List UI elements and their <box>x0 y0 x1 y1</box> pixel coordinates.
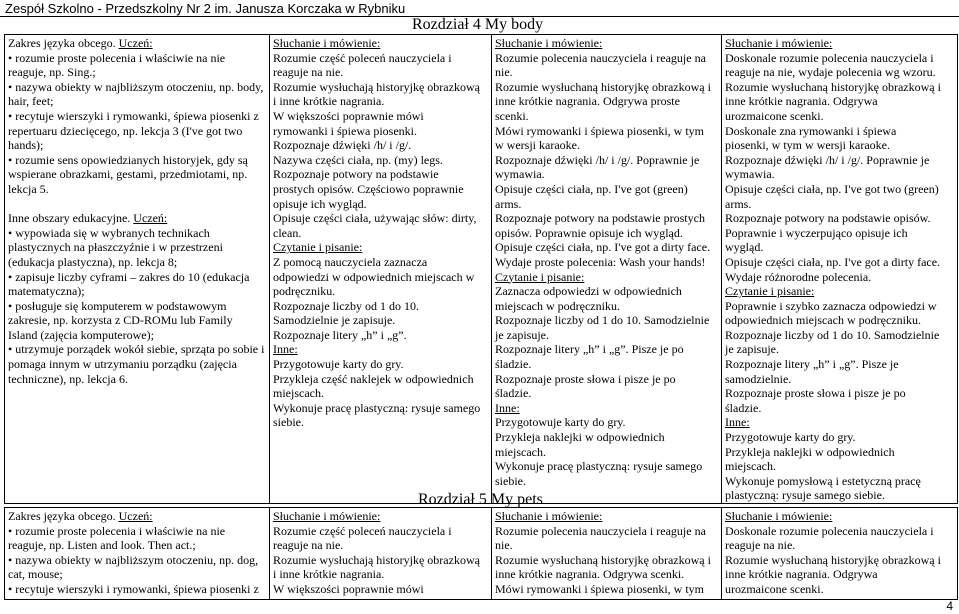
text-run: • nazywa obiekty w najbliższym otoczeniu, np. body, <box>8 79 264 94</box>
text-line <box>8 538 266 553</box>
text-run: urozmaicone scenki. <box>725 581 824 596</box>
text-run: Rozumie wysłuchaną historyjkę obrazkową i <box>495 79 711 94</box>
text-run: Rozpoznaje liczby od 1 do 10. Samodzielnie <box>725 327 940 342</box>
text-line <box>495 167 718 182</box>
text-line <box>273 153 488 168</box>
text-run: inne krótkie nagrania. Odgrywa proste <box>495 94 680 109</box>
text-run: miejscach. <box>495 444 546 459</box>
text-run: Zaznacza odpowiedzi w odpowiednich <box>495 284 682 299</box>
cell-grade-basic <box>270 508 492 600</box>
text-line <box>495 342 718 357</box>
text-line <box>8 524 266 539</box>
text-run: Rozumie wysłuchaną historyjkę obrazkową i <box>495 552 711 567</box>
underlined-label: Uczeń: <box>118 36 153 50</box>
text-line <box>273 226 488 241</box>
text-line <box>8 553 266 568</box>
text-line <box>495 138 718 153</box>
text-line <box>273 328 488 343</box>
text-line <box>8 372 266 387</box>
subheading: Słuchanie i mówienie: <box>273 36 381 50</box>
text-line <box>8 94 266 109</box>
text-run: Rozpoznaje potwory na podstawie <box>273 167 439 182</box>
subheading: Słuchanie i mówienie: <box>273 509 381 523</box>
text-line <box>8 167 266 182</box>
text-run: • wypowiada się w wybranych technikach <box>8 225 210 240</box>
text-line <box>273 94 488 109</box>
text-line <box>8 284 266 299</box>
text-run: opisów. Poprawnie opisuje ich wygląd. <box>495 225 683 240</box>
text-run: repertuaru dziecięcego, np. lekcja 3 (I've got two <box>8 123 243 138</box>
text-run: je zapisuje. <box>495 327 549 342</box>
text-line <box>8 211 266 226</box>
text-line <box>495 445 718 460</box>
text-run: Nazywa części ciała, np. (my) legs. <box>273 152 443 167</box>
text-run: rymowanki i śpiewa piosenki. <box>273 123 417 138</box>
text-run: reaguje na nie, wydaje polecenia wg wzoru. <box>725 65 936 80</box>
text-line <box>273 538 488 553</box>
subheading: Słuchanie i mówienie: <box>495 36 603 50</box>
text-run: Inne obszary edukacyjne. <box>8 211 134 226</box>
text-run: zakresie, np. korzysta z CD-ROMu lub Family <box>8 313 233 328</box>
text-run: Rozpoznaje proste słowa i pisze je po <box>495 371 676 386</box>
text-run: je zapisuje. <box>725 342 779 357</box>
text-run: wspierane obrazkami, gestami, przedmiotami, np. <box>8 167 248 182</box>
chapter-5-table <box>4 507 958 600</box>
text-line <box>273 372 488 387</box>
text-line <box>725 299 954 314</box>
text-run: siebie. <box>273 415 304 430</box>
text-run: Rozpoznaje liczby od 1 do 10. Samodzielnie <box>495 313 710 328</box>
text-line <box>273 524 488 539</box>
subheading: Czytanie i pisanie: <box>495 269 585 284</box>
text-line <box>273 299 488 314</box>
text-line <box>273 553 488 568</box>
text-run: Rozumie część poleceń nauczyciela i <box>273 523 452 538</box>
text-run: reaguje, np. Sing.; <box>8 65 96 80</box>
text-run: Opisuje części ciała, używając słów: dirty, <box>273 211 477 226</box>
text-run: Doskonale rozumie polecenia nauczyciela i <box>725 50 934 65</box>
subheading: Inne: <box>273 342 298 357</box>
text-line <box>273 182 488 197</box>
cell-grade-excellent <box>722 508 958 600</box>
text-run: • utrzymuje porządek wokół siebie, sprząta po sobie i <box>8 342 265 357</box>
text-run: scenki. <box>495 108 529 123</box>
text-run: • rozumie proste polecenia i właściwie na nie <box>8 50 226 65</box>
text-run: siebie. <box>495 473 526 488</box>
text-run: w wersji karaoke. <box>495 138 580 153</box>
text-line <box>273 65 488 80</box>
section-title-chapter-5: Rozdział 5 My pets <box>418 491 543 508</box>
text-run: arms. <box>495 196 522 211</box>
text-line <box>725 524 954 539</box>
text-run: Rozpoznaje litery „h” i „g”. <box>273 327 407 342</box>
text-line <box>495 582 718 597</box>
text-line <box>725 582 954 597</box>
text-line <box>8 582 266 597</box>
text-line <box>273 80 488 95</box>
text-run: urozmaicone scenki. <box>725 108 824 123</box>
text-run: Rozumie część poleceń nauczyciela i <box>273 50 452 65</box>
text-line <box>8 255 266 270</box>
text-line <box>273 197 488 212</box>
text-run: (edukacja plastyczna), np. lekcja 8; <box>8 254 178 269</box>
page-number: 4 <box>946 599 953 613</box>
text-line <box>8 51 266 66</box>
text-line <box>725 386 954 401</box>
text-run: Doskonale rozumie polecenia nauczyciela i <box>725 523 934 538</box>
text-run: reaguje, np. Listen and look. Then act.; <box>8 538 196 553</box>
text-line <box>495 109 718 124</box>
text-line <box>725 94 954 109</box>
text-run: Przykleja naklejki w odpowiednich <box>725 444 895 459</box>
text-run: Poprawnie i wyczerpująco opisuje ich <box>725 225 908 240</box>
text-line <box>8 240 266 255</box>
text-run: inne krótkie nagrania. Odgrywa <box>725 94 878 109</box>
text-run: miejscach. <box>725 459 776 474</box>
text-run: Rozpoznaje litery „h” i „g”. Pisze je po <box>495 342 684 357</box>
text-line <box>273 51 488 66</box>
text-run: Rozumie polecenia nauczyciela i reaguje na <box>495 50 706 65</box>
text-line <box>725 445 954 460</box>
text-run: W większości poprawnie mówi <box>273 581 424 596</box>
text-run: Rozpoznaje dźwięki /h/ i /g/. Poprawnie je <box>725 152 930 167</box>
text-line <box>273 284 488 299</box>
text-line <box>8 342 266 357</box>
text-line <box>725 51 954 66</box>
text-run: opisuje ich wygląd. <box>273 196 367 211</box>
cell-requirements <box>5 508 270 600</box>
text-run: Rozumie wysłuchają historyjkę obrazkową <box>273 552 480 567</box>
cell-grade-excellent <box>722 35 958 504</box>
text-run: Island (zajęcia komputerowe); <box>8 327 154 342</box>
text-line <box>725 357 954 372</box>
text-run: wymawia. <box>495 167 545 182</box>
text-line <box>8 153 266 168</box>
subheading: Inne: <box>495 400 520 415</box>
text-line <box>725 313 954 328</box>
text-line <box>273 582 488 597</box>
text-line <box>495 226 718 241</box>
text-run: Przykleja naklejki w odpowiednich <box>495 430 665 445</box>
text-line <box>495 313 718 328</box>
text-run: Opisuje części ciała, np. I've got a dirty face. <box>495 240 711 255</box>
text-line <box>725 270 954 285</box>
cell-grade-basic <box>270 35 492 504</box>
text-run: • recytuje wierszyki i rymowanki, śpiewa piosenki z <box>8 581 259 596</box>
underlined-label: Uczeń: <box>133 211 168 226</box>
text-run: • zapisuje liczby cyframi – zakres do 10 (edukacja <box>8 269 250 284</box>
text-run: arms. <box>725 196 752 211</box>
text-line <box>8 299 266 314</box>
text-run: Samodzielnie je zapisuje. <box>273 313 396 328</box>
text-run: Wydaje różnorodne polecenia. <box>725 269 872 284</box>
text-line <box>495 524 718 539</box>
text-run: • nazywa obiekty w najbliższym otoczeniu, np. dog, <box>8 552 259 567</box>
text-run: Przygotowuje karty do gry. <box>273 357 404 372</box>
text-line <box>725 153 954 168</box>
text-run: cat, mouse; <box>8 567 63 582</box>
text-line <box>273 313 488 328</box>
cell-requirements <box>5 35 270 504</box>
text-line <box>273 211 488 226</box>
text-line <box>273 357 488 372</box>
text-line <box>495 240 718 255</box>
text-run: śladzie. <box>495 386 532 401</box>
text-run: Rozpoznaje dźwięki /h/ i /g/. <box>273 138 412 153</box>
text-run: Opisuje części ciała, np. I've got (green) <box>495 181 688 196</box>
text-line <box>495 372 718 387</box>
cell-grade-good <box>492 35 722 504</box>
text-run: reaguje na nie. <box>725 538 796 553</box>
text-run: lekcja 5. <box>8 181 49 196</box>
text-line <box>495 357 718 372</box>
text-run: Przykleja część naklejek w odpowiednich <box>273 371 474 386</box>
subheading: Czytanie i pisanie: <box>725 284 815 299</box>
text-line <box>725 430 954 445</box>
text-run: odpowiedzi w odpowiednich miejscach w <box>273 269 475 284</box>
text-run: piosenki, w tym w wersji karaoke. <box>725 138 890 153</box>
text-line <box>725 372 954 387</box>
text-line <box>495 255 718 270</box>
subheading: Inne: <box>725 415 750 430</box>
text-run: • recytuje wierszyki i rymowanki, śpiewa piosenki z <box>8 108 259 123</box>
subheading: Słuchanie i mówienie: <box>725 36 833 50</box>
text-run: wymawia. <box>725 167 775 182</box>
text-run: • posługuje się komputerem w podstawowym <box>8 298 227 313</box>
text-line <box>725 80 954 95</box>
text-line <box>8 509 266 524</box>
text-run: Wykonuje pomysłową i estetyczną pracę <box>725 473 921 488</box>
text-line <box>495 51 718 66</box>
text-run: wygląd. <box>725 240 764 255</box>
text-run: Rozumie polecenia nauczyciela i reaguje na <box>495 523 706 538</box>
text-line <box>273 270 488 285</box>
text-line <box>8 36 266 51</box>
text-run: Rozpoznaje litery „h” i „g”. Pisze je <box>725 357 899 372</box>
text-line <box>8 270 266 285</box>
text-run: pomaga innym w utrzymaniu porządku (zajęcia <box>8 357 237 372</box>
text-line <box>8 80 266 95</box>
text-line <box>725 211 954 226</box>
text-line <box>495 567 718 582</box>
text-line <box>8 313 266 328</box>
text-line <box>725 459 954 474</box>
text-run: W większości poprawnie mówi <box>273 108 424 123</box>
text-line <box>725 167 954 182</box>
text-line <box>495 415 718 430</box>
text-line <box>8 328 266 343</box>
text-line <box>725 342 954 357</box>
text-line <box>725 240 954 255</box>
text-run: clean. <box>273 225 302 240</box>
text-run: plastyczną: rysuje samego siebie. <box>725 488 885 503</box>
text-line <box>495 459 718 474</box>
text-run: Wydaje proste polecenia: Wash your hands! <box>495 254 706 269</box>
text-run: Przygotowuje karty do gry. <box>725 430 856 445</box>
text-line <box>495 94 718 109</box>
text-line <box>495 386 718 401</box>
text-line <box>273 138 488 153</box>
text-line <box>8 226 266 241</box>
text-run: Wykonuje pracę plastyczną: rysuje samego <box>273 400 481 415</box>
text-line <box>725 65 954 80</box>
text-run: Rozpoznaje proste słowa i pisze je po <box>725 386 906 401</box>
text-run: reaguje na nie. <box>273 538 344 553</box>
text-line <box>725 567 954 582</box>
text-run: i inne krótkie nagrania. <box>273 567 385 582</box>
subheading: Słuchanie i mówienie: <box>725 509 833 523</box>
text-line <box>495 328 718 343</box>
text-run: nie. <box>495 538 513 553</box>
text-line <box>495 299 718 314</box>
text-run: inne krótkie nagrania. Odgrywa scenki. <box>495 567 685 582</box>
text-line <box>725 328 954 343</box>
cell-grade-good <box>492 508 722 600</box>
text-run: miejscach. <box>273 386 324 401</box>
text-line <box>725 538 954 553</box>
text-line <box>725 138 954 153</box>
text-run: • rozumie proste polecenia i właściwie na nie <box>8 523 226 538</box>
text-run: Rozpoznaje dźwięki /h/ i /g/. Poprawnie je <box>495 152 700 167</box>
text-line <box>495 65 718 80</box>
text-line <box>273 567 488 582</box>
text-run: Mówi rymowanki i śpiewa piosenki, w tym <box>495 123 704 138</box>
text-run: Rozpoznaje potwory na podstawie prostych <box>495 211 705 226</box>
text-run: Rozumie wysłuchaną historyjkę obrazkową i <box>725 79 941 94</box>
text-run: Przygotowuje karty do gry. <box>495 415 626 430</box>
text-run: śladzie. <box>725 400 762 415</box>
section-title-chapter-4: Rozdział 4 My body <box>412 16 544 33</box>
text-line <box>273 255 488 270</box>
text-run: miejscach w podręczniku. <box>495 298 620 313</box>
text-run: śladzie. <box>495 357 532 372</box>
text-line <box>725 109 954 124</box>
text-line <box>273 167 488 182</box>
text-line <box>495 474 718 489</box>
text-line <box>495 211 718 226</box>
text-run: Rozumie wysłuchaną historyjkę obrazkową i <box>725 552 941 567</box>
text-line <box>495 284 718 299</box>
text-run: Zakres języka obcego. <box>8 509 119 523</box>
text-line <box>725 226 954 241</box>
text-line <box>8 567 266 582</box>
text-run: Opisuje części ciała, np. I've got a dirty face. <box>725 254 941 269</box>
text-line <box>495 197 718 212</box>
text-run: reaguje na nie. <box>273 65 344 80</box>
text-line <box>495 538 718 553</box>
text-line <box>8 124 266 139</box>
text-line <box>495 153 718 168</box>
text-run: Rozpoznaje liczby od 1 do 10. <box>273 298 419 313</box>
text-run: samodzielnie. <box>725 371 792 386</box>
text-line <box>495 182 718 197</box>
text-line <box>8 65 266 80</box>
text-run: hands); <box>8 138 44 153</box>
underlined-label: Uczeń: <box>118 509 153 523</box>
text-line <box>725 474 954 489</box>
text-run: podręczniku. <box>273 284 336 299</box>
text-run: inne krótkie nagrania. Odgrywa <box>725 567 878 582</box>
subheading: Słuchanie i mówienie: <box>495 509 603 523</box>
text-line <box>725 401 954 416</box>
text-run: • rozumie sens opowiedzianych historyjek, gdy są <box>8 152 248 167</box>
text-run: Zakres języka obcego. <box>8 36 119 50</box>
text-run: Rozumie wysłuchają historyjkę obrazkową <box>273 79 480 94</box>
text-line <box>495 430 718 445</box>
text-line <box>273 109 488 124</box>
text-line <box>495 553 718 568</box>
text-line <box>725 124 954 139</box>
text-line <box>8 138 266 153</box>
text-run: Z pomocą nauczyciela zaznacza <box>273 254 428 269</box>
text-run: techniczne), np. lekcja 6. <box>8 371 128 386</box>
text-run: prostych opisów. Częściowo poprawnie <box>273 181 464 196</box>
text-run: odpowiednich miejscach w podręczniku. <box>725 313 921 328</box>
text-line <box>495 124 718 139</box>
text-line <box>725 255 954 270</box>
school-header: Zespół Szkolno - Przedszkolny Nr 2 im. Janusza Korczaka w Rybniku <box>5 1 406 16</box>
text-run: Rozpoznaje potwory na podstawie opisów. <box>725 211 931 226</box>
text-line <box>8 357 266 372</box>
text-line <box>725 182 954 197</box>
text-line <box>273 124 488 139</box>
text-run: Poprawnie i szybko zaznacza odpowiedzi w <box>725 298 937 313</box>
text-line <box>8 109 266 124</box>
text-line <box>725 553 954 568</box>
text-run: Doskonale zna rymowanki i śpiewa <box>725 123 897 138</box>
text-line <box>725 488 954 503</box>
text-line <box>273 401 488 416</box>
text-run: hair, feet; <box>8 94 54 109</box>
subheading: Czytanie i pisanie: <box>273 240 363 255</box>
text-line <box>273 415 488 430</box>
text-line <box>273 386 488 401</box>
text-run: Opisuje części ciała, np. I've got two (green) <box>725 181 939 196</box>
text-line <box>8 182 266 197</box>
text-line <box>495 80 718 95</box>
text-line <box>8 197 266 212</box>
text-run: Mówi rymowanki i śpiewa piosenki, w tym <box>495 581 704 596</box>
text-run: plastycznych na płaszczyźnie i w przestrzeni <box>8 240 223 255</box>
text-run: matematyczna); <box>8 284 85 299</box>
text-run: nie. <box>495 65 513 80</box>
text-line <box>725 197 954 212</box>
text-run: i inne krótkie nagrania. <box>273 94 385 109</box>
text-run: Wykonuje pracę plastyczną: rysuje samego <box>495 459 703 474</box>
chapter-4-table <box>4 34 958 504</box>
